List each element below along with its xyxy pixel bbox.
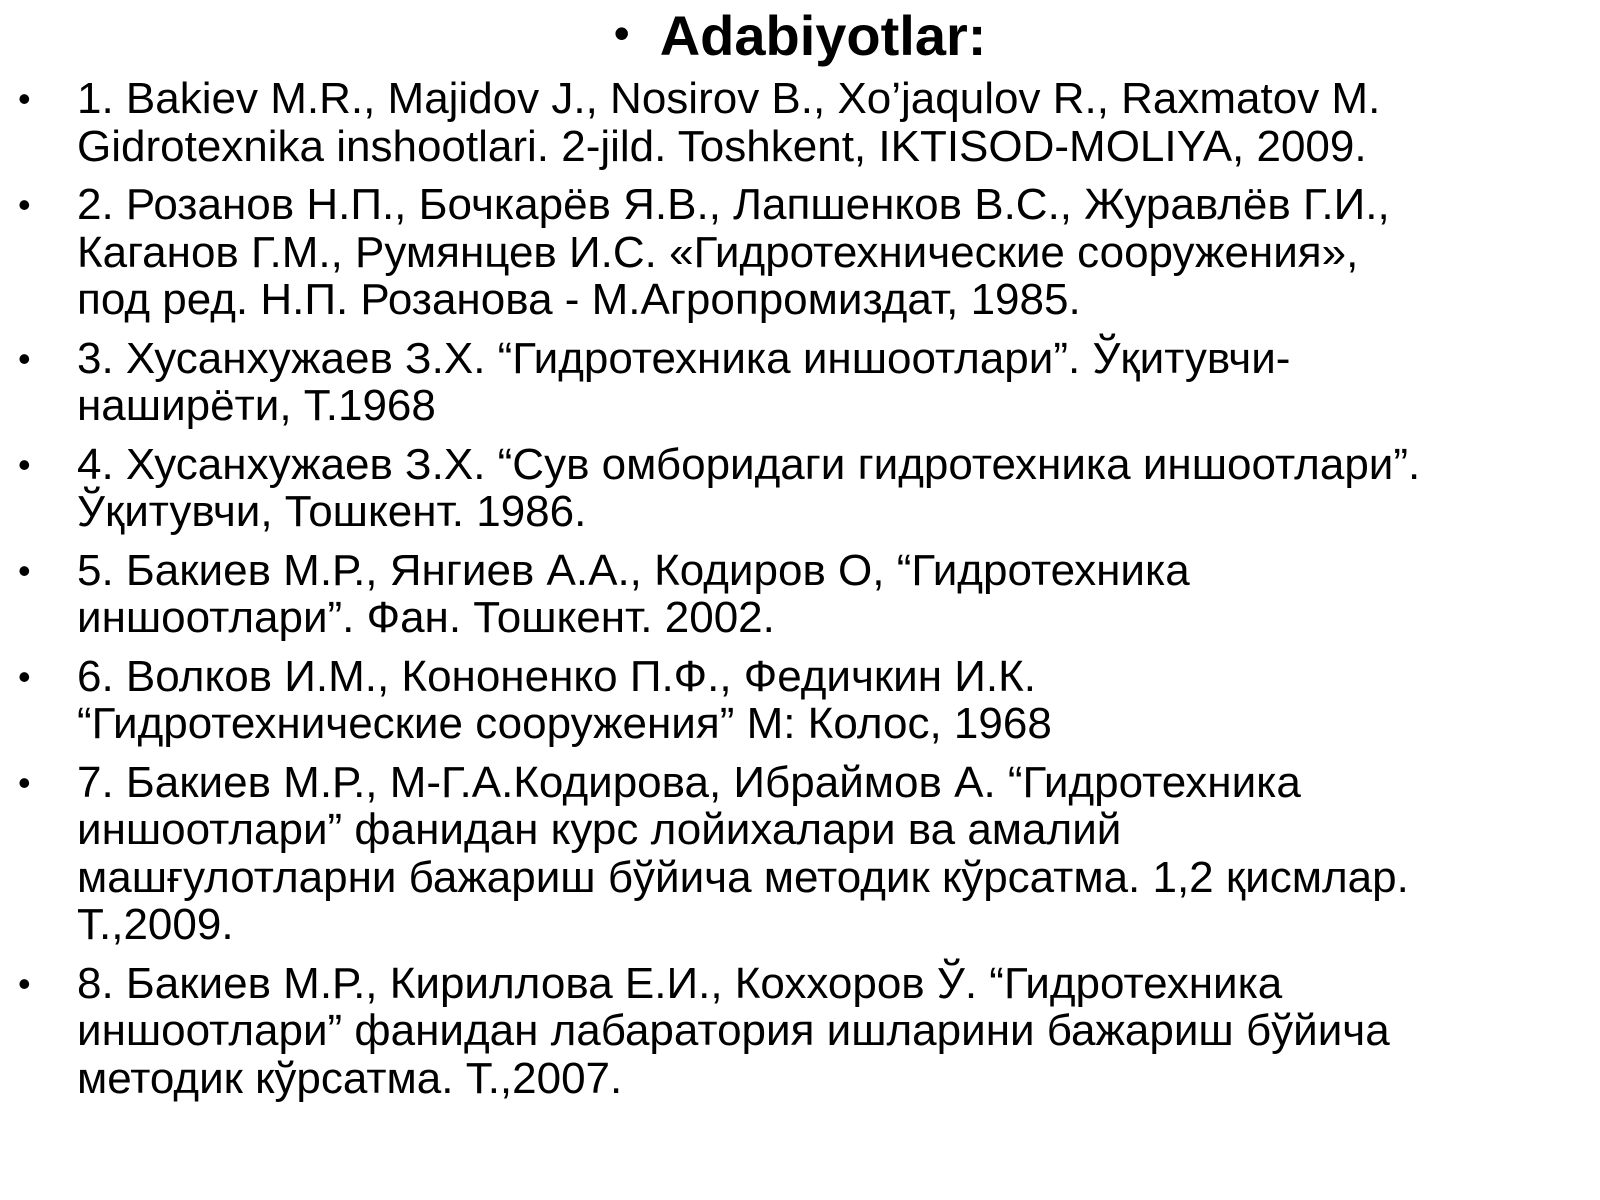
reference-text-line: “Гидротехнические сооружения” М: Колос, 1968 (77, 699, 1052, 748)
reference-text-line: 3. Хусанхужаев З.Х. “Гидротехника иншоотлари”. Ўқитувчи- (77, 333, 1291, 383)
reference-text-line: Каганов Г.М., Румянцев И.С. «Гидротехнические сооружения», (77, 227, 1359, 277)
reference-item (0, 547, 1600, 642)
reference-text-line: 2. Розанов Н.П., Бочкарёв Я.В., Лапшенков В.С., Журавлёв Г.И., (77, 180, 1390, 229)
reference-text-line: Gidrotexnika inshootlari. 2-jild. Toshkent, IKTISOD-MOLIYA, 2009. (77, 121, 1367, 171)
bullet-icon: • (18, 78, 31, 119)
slide-title: Adabiyotlar: (659, 4, 987, 67)
reference-text-line: 5. Бакиев М.Р., Янгиев А.А., Кодиров О, “Гидротехника (77, 545, 1190, 595)
bullet-icon: • (18, 761, 31, 803)
reference-text-line: методик кўрсатма. Т.,2007. (77, 1053, 623, 1103)
reference-item (0, 960, 1600, 1103)
bullet-icon: • (18, 962, 31, 1004)
reference-text-line: 6. Волков И.М., Кононенко П.Ф., Федичкин И.К. (77, 651, 1036, 701)
reference-text-line: 4. Хусанхужаев З.Х. “Сув омборидаги гидротехника иншоотлари”. (77, 439, 1421, 489)
reference-text-line: Ўқитувчи, Тошкент. 1986. (77, 487, 587, 536)
reference-text-line: 1. Bakiev M.R., Majidov J., Nosirov B., Xo’jaqulov R., Raxmatov M. (77, 74, 1381, 123)
reference-text-line: под ред. Н.П. Розанова - М.Агропромиздат, 1985. (77, 275, 1081, 324)
reference-text-line: иншоотлари” фанидан курс лойихалари ва амалий (77, 805, 1122, 854)
reference-text-line: Т.,2009. (77, 900, 234, 949)
slide-title-row (0, 4, 1600, 71)
reference-item (0, 181, 1600, 324)
bullet-icon: • (18, 443, 31, 485)
bullet-icon: • (18, 655, 31, 697)
bullet-icon: • (18, 184, 31, 225)
reference-item (0, 75, 1600, 170)
bullet-icon: • (18, 549, 31, 591)
title-bullet-icon: • (613, 7, 630, 59)
bullet-icon: • (18, 337, 31, 379)
reference-text-line: наширёти, Т.1968 (77, 381, 436, 430)
reference-item (0, 653, 1600, 748)
reference-text-line: 7. Бакиев М.Р., М-Г.А.Кодирова, Ибраймов А. “Гидротехника (77, 757, 1301, 807)
reference-text-line: машғулотларни бажариш бўйича методик кўрсатма. 1,2 қисмлар. (77, 852, 1409, 902)
reference-list (0, 75, 1600, 1113)
reference-text-line: иншоотлари”. Фан. Тошкент. 2002. (77, 593, 775, 642)
reference-text-line: 8. Бакиев М.Р., Кириллова Е.И., Коххоров Ў. “Гидротехника (77, 958, 1283, 1008)
reference-item (0, 441, 1600, 536)
reference-text-line: иншоотлари” фанидан лабаратория ишларини бажариш бўйича (77, 1006, 1390, 1055)
reference-item (0, 759, 1600, 949)
reference-item (0, 335, 1600, 430)
